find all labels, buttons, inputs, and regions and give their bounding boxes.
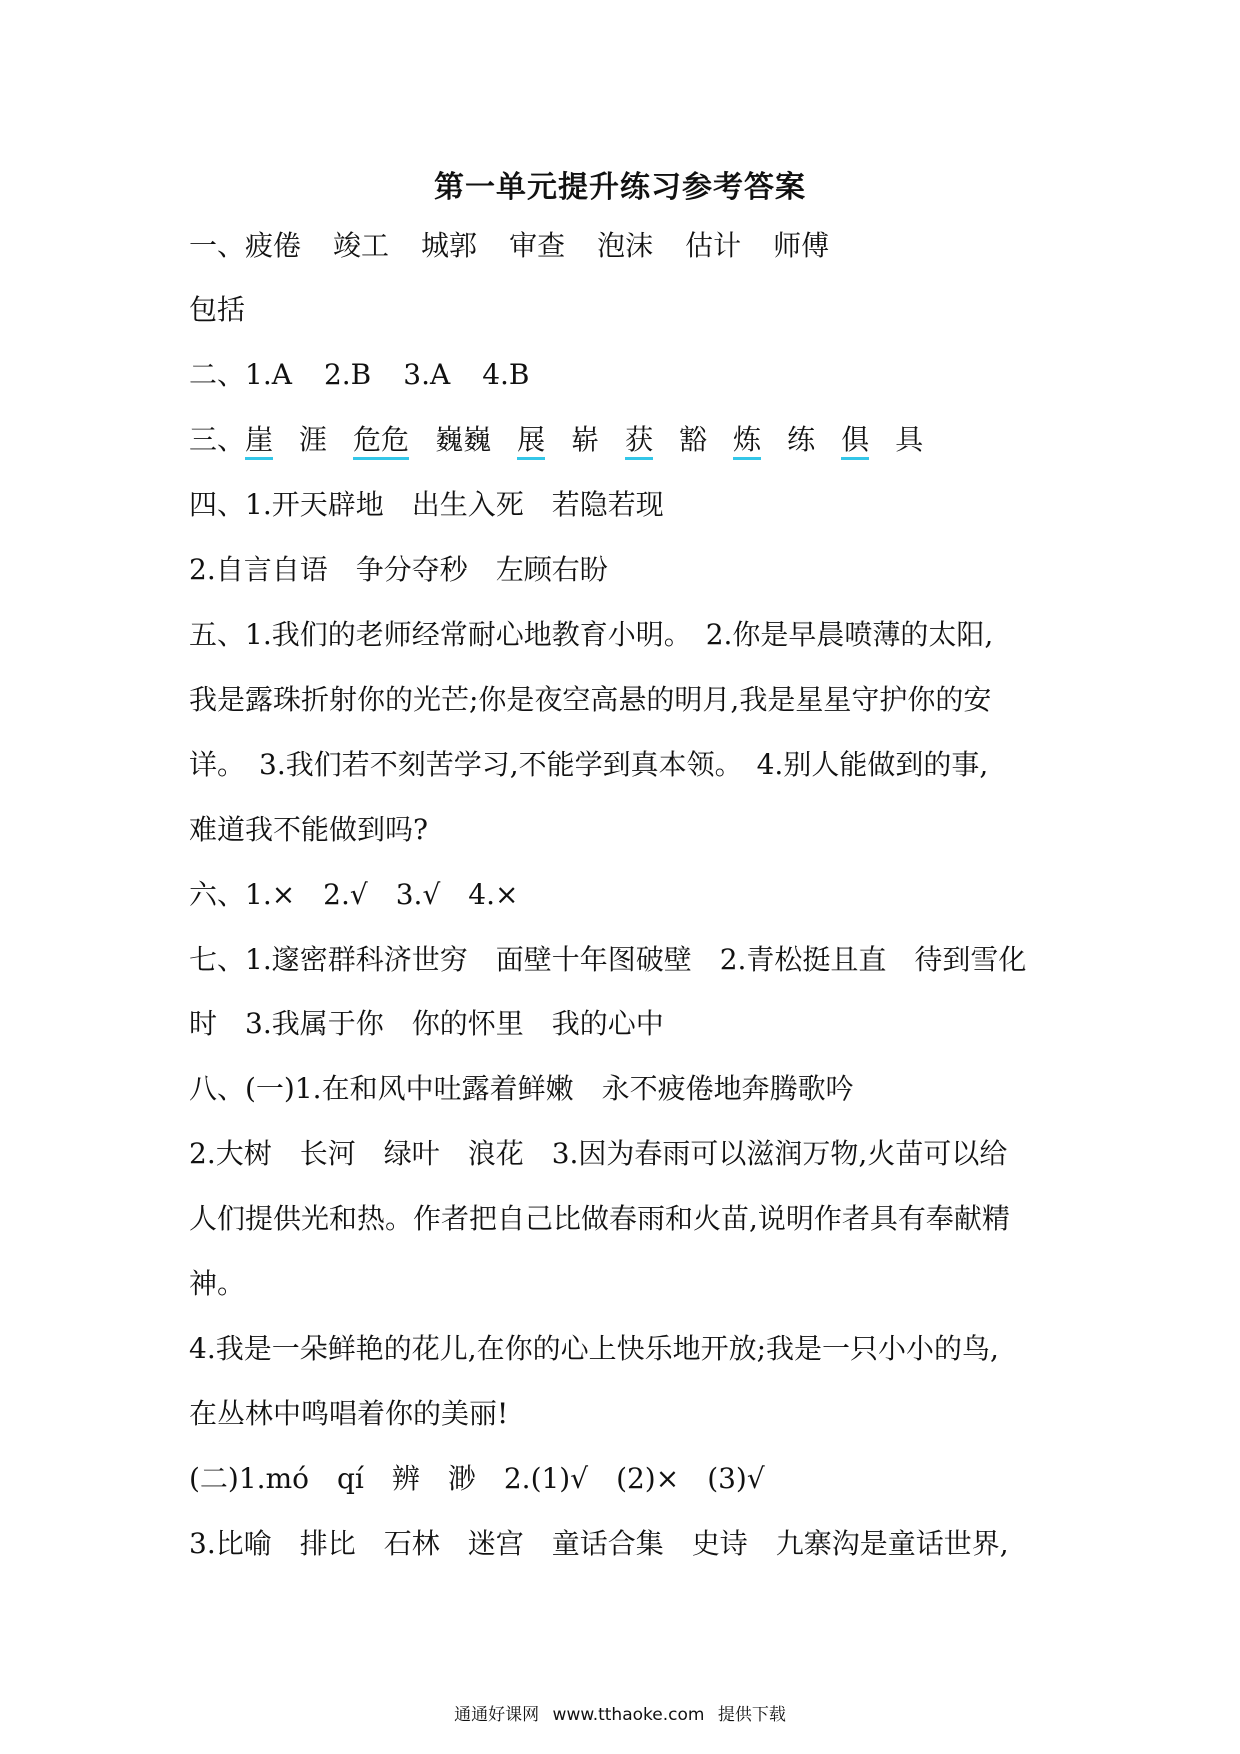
page-footer bbox=[0, 1700, 1240, 1725]
underlined-char: 危危 bbox=[353, 423, 409, 460]
answer-choice: 1.A bbox=[245, 358, 292, 391]
answer-line-8: 八、(一)1.在和风中吐露着鲜嫩 永不疲倦地奔腾歌吟 bbox=[189, 1072, 854, 1105]
footer-action-text: 提供下载 bbox=[717, 1705, 786, 1725]
answer-word: 估计 bbox=[685, 229, 742, 262]
answer-line-7: 七、1.邃密群科济世穷 面壁十年图破壁 2.青松挺且直 待到雪化 bbox=[189, 943, 1027, 976]
answer-line-4b: 2.自言自语 争分夺秒 左顾右盼 bbox=[189, 553, 608, 586]
answer-line-8e: 4.我是一朵鲜艳的花儿,在你的心上快乐地开放;我是一只小小的鸟, bbox=[189, 1332, 999, 1365]
answer-line-3 bbox=[189, 420, 923, 460]
answer-line-5b: 我是露珠折射你的光芒;你是夜空高悬的明月,我是星星守护你的安 bbox=[189, 683, 992, 716]
answer-char: 豁 bbox=[679, 423, 708, 456]
section-prefix: 一、 bbox=[189, 229, 246, 262]
answer-word: 竣工 bbox=[333, 229, 390, 262]
answer-word: 包括 bbox=[189, 293, 246, 326]
section-prefix: 二、 bbox=[189, 358, 246, 391]
answer-line-1b bbox=[189, 290, 245, 330]
answer-line-2 bbox=[189, 355, 529, 395]
answer-line-4: 四、1.开天辟地 出生入死 若隐若现 bbox=[189, 488, 664, 521]
answer-line-8b: 2.大树 长河 绿叶 浪花 3.因为春雨可以滋润万物,火苗可以给 bbox=[189, 1137, 1008, 1170]
answer-line-5d: 难道我不能做到吗? bbox=[189, 813, 429, 846]
underlined-char: 俱 bbox=[841, 423, 869, 460]
answer-line-6: 六、1.× 2.√ 3.√ 4.× bbox=[189, 878, 519, 911]
underlined-char: 崖 bbox=[245, 423, 273, 460]
answer-word: 泡沫 bbox=[597, 229, 654, 262]
answer-word: 审查 bbox=[509, 229, 566, 262]
answer-choice: 2.B bbox=[323, 358, 372, 391]
answer-line-1 bbox=[189, 226, 829, 266]
underlined-char: 获 bbox=[625, 423, 653, 460]
answer-line-7b: 时 3.我属于你 你的怀里 我的心中 bbox=[189, 1007, 664, 1040]
answer-line-5c: 详。 3.我们若不刻苦学习,不能学到真本领。 4.别人能做到的事, bbox=[189, 748, 989, 781]
answer-choice: 4.B bbox=[482, 358, 530, 391]
answer-line-8c: 人们提供光和热。作者把自己比做春雨和火苗,说明作者具有奉献精 bbox=[189, 1202, 1010, 1235]
footer-url-link[interactable]: www.tthaoke.com bbox=[552, 1705, 705, 1725]
section-prefix: 三、 bbox=[189, 423, 246, 456]
answer-char: 巍巍 bbox=[435, 423, 492, 456]
page-title: 第一单元提升练习参考答案 bbox=[434, 170, 806, 205]
answer-line-8g: (二)1.mó qí 辨 渺 2.(1)√ (2)× (3)√ bbox=[189, 1462, 765, 1495]
answer-char: 具 bbox=[895, 423, 924, 456]
answer-choice: 3.A bbox=[403, 358, 451, 391]
answer-word: 城郭 bbox=[421, 229, 478, 262]
answer-line-5: 五、1.我们的老师经常耐心地教育小明。 2.你是早晨喷薄的太阳, bbox=[189, 618, 994, 651]
footer-site-name: 通通好课网 bbox=[454, 1705, 540, 1725]
answer-line-8h: 3.比喻 排比 石林 迷宫 童话合集 史诗 九寨沟是童话世界, bbox=[189, 1527, 1009, 1560]
answer-word: 师傅 bbox=[773, 229, 830, 262]
answer-char: 练 bbox=[787, 423, 816, 456]
answer-line-8d: 神。 bbox=[189, 1267, 246, 1300]
answer-line-8f: 在丛林中鸣唱着你的美丽! bbox=[189, 1397, 509, 1430]
answer-word: 疲倦 bbox=[245, 229, 302, 262]
answer-char: 涯 bbox=[299, 423, 328, 456]
underlined-char: 展 bbox=[517, 423, 545, 460]
answer-char: 崭 bbox=[571, 423, 600, 456]
underlined-char: 炼 bbox=[733, 423, 761, 460]
